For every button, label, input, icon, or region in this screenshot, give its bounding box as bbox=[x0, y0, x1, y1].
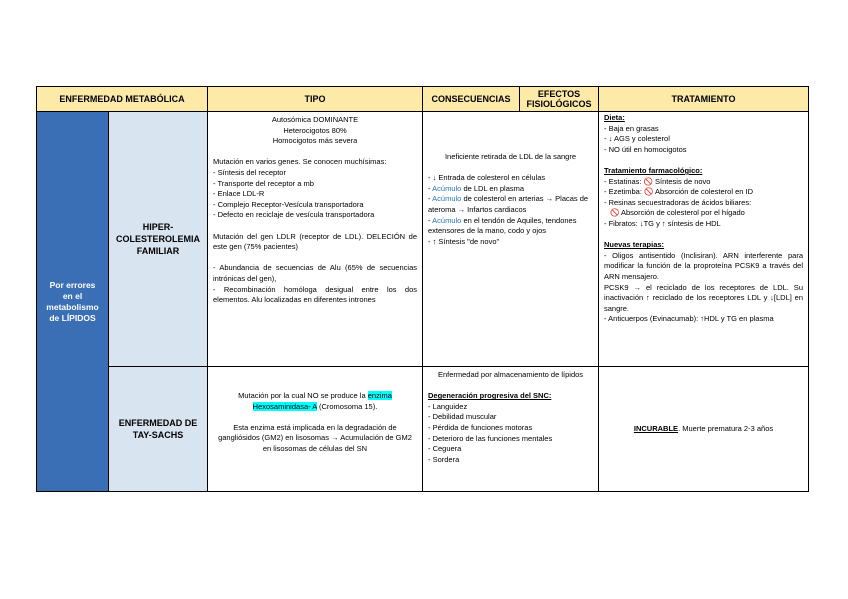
farma-item: 🚫 Absorción de colesterol por el hígado bbox=[610, 208, 745, 218]
tay-sintoma: - Sordera bbox=[428, 454, 460, 464]
category-line: de LÍPIDOS bbox=[49, 312, 96, 323]
consecuencia-item: - ↑ Síntesis "de novo" bbox=[428, 236, 500, 246]
disease-name-line: FAMILIAR bbox=[136, 246, 180, 256]
tipo-homocigotos: Homocigotos más severa bbox=[272, 136, 358, 146]
tipo-mutacion-item: - Enlace LDL-R bbox=[213, 189, 265, 199]
tay-sintoma: - Languidez bbox=[428, 401, 468, 411]
nuevas-title: Nuevas terapias: bbox=[604, 240, 665, 250]
farma-item: - Fibratos: ↓TG y ↑ síntesis de HDL bbox=[604, 218, 721, 228]
tay-sintoma: - Deterioro de las funciones mentales bbox=[428, 433, 553, 443]
disease-tay-sachs bbox=[109, 367, 208, 492]
tipo-mutacion-item: - Transporte del receptor a mb bbox=[213, 178, 314, 188]
consecuencia-item: - Acúmulo de LDL en plasma bbox=[428, 183, 525, 193]
farma-item: - Resinas secuestradoras de ácidos biliares: bbox=[604, 197, 752, 207]
tipo-alu-1: - Abundancia de secuencias de Alu (65% de secuencias intrónicas del gen), bbox=[213, 263, 417, 283]
disease-hipercolesterolemia bbox=[109, 112, 208, 367]
header-consecuencias: CONSECUENCIAS bbox=[423, 87, 520, 112]
nuevas-item: PCSK9 → el reciclado de los receptores de LDL. Su inactivación ↑ reciclado de los receptores LDL y ↓[LDL] en sangre. bbox=[604, 282, 803, 313]
tipo-heterocigotos: Heterocigotos 80% bbox=[283, 125, 347, 135]
consecuencia-item: - Acúmulo en el tendón de Aquiles, tendones extensores de la mano, codo y ojos bbox=[428, 215, 577, 236]
disease-name-line: COLESTEROLEMIA bbox=[115, 234, 200, 244]
tay-row bbox=[37, 367, 809, 492]
disease-name-line: HIPER- bbox=[142, 222, 174, 232]
header-efectos-line2: FISIOLÓGICOS bbox=[526, 99, 592, 109]
category-line: en el bbox=[62, 290, 83, 301]
tipo-mutacion-intro: Mutación en varios genes. Se conocen muchísimas: bbox=[213, 157, 387, 167]
tipo-herencia: Autosómica DOMINANTE bbox=[271, 115, 359, 124]
category-line: Por errores bbox=[49, 279, 96, 290]
tay-tipo-p1: Mutación por la cual NO se produce la enzima Hexosaminidasa- A (Cromosoma 15). bbox=[238, 391, 392, 411]
farma-item: - Estatinas: 🚫 Síntesis de novo bbox=[604, 176, 711, 186]
farma-item: - Ezetimba: 🚫 Absorción de colesterol en ID bbox=[604, 187, 753, 197]
category-lipidos bbox=[37, 112, 109, 492]
header-row bbox=[37, 87, 809, 112]
header-enfermedad: ENFERMEDAD METABÓLICA bbox=[37, 87, 208, 112]
dieta-item: - NO útil en homocigotos bbox=[604, 144, 687, 154]
tay-consecuencia-intro: Enfermedad por almacenamiento de lípidos bbox=[437, 370, 584, 379]
tay-degeneracion-title: Degeneración progresiva del SNC: bbox=[428, 391, 552, 401]
tay-tratamiento-cell bbox=[599, 367, 809, 492]
tay-sintoma: - Debilidad muscular bbox=[428, 412, 497, 422]
consecuencia-item: - Acúmulo de colesterol en arterias → Placas de ateroma → Infartos cardiacos bbox=[428, 194, 589, 214]
header-efectos bbox=[520, 87, 599, 112]
tipo-mutacion-item: - Defecto en reciclaje de vesícula transportadora bbox=[213, 210, 375, 220]
disease-name-line: TAY-SACHS bbox=[132, 430, 184, 440]
metabolic-disease-table bbox=[36, 86, 809, 492]
hiper-row bbox=[37, 112, 809, 367]
nuevas-item: - Anticuerpos (Evinacumab): ↑HDL y TG en plasma bbox=[604, 314, 774, 324]
tay-consecuencias-cell bbox=[423, 367, 599, 492]
tay-sintoma: - Pérdida de funciones motoras bbox=[428, 422, 533, 432]
dieta-item: - Baja en grasas bbox=[604, 123, 659, 133]
tay-sintoma: - Ceguera bbox=[428, 444, 462, 454]
consecuencia-intro: Ineficiente retirada de LDL de la sangre bbox=[444, 152, 577, 161]
farma-title: Tratamiento farmacológico: bbox=[604, 165, 703, 175]
header-tipo: TIPO bbox=[208, 87, 423, 112]
nuevas-item: - Oligos antisentido (Inclisiran). ARN interferente para modificar la función de la proproteína PCSK9 a través del ARN mensajero. bbox=[604, 250, 803, 281]
hiper-tipo-cell bbox=[208, 112, 423, 367]
hiper-tratamiento-cell bbox=[599, 112, 809, 367]
tay-tipo-cell bbox=[208, 367, 423, 492]
dieta-item: - ↓ AGS y colesterol bbox=[604, 134, 670, 144]
hiper-consecuencias-cell bbox=[423, 112, 599, 367]
tipo-mutacion-item: - Síntesis del receptor bbox=[213, 167, 286, 177]
tay-tratamiento-text: INCURABLE. Muerte prematura 2-3 años bbox=[633, 423, 774, 433]
consecuencia-item: - ↓ Entrada de colesterol en células bbox=[428, 173, 546, 183]
dieta-title: Dieta: bbox=[604, 113, 625, 122]
category-line: metabolismo bbox=[46, 301, 99, 312]
tipo-mutacion-item: - Complejo Receptor-Vesícula transportadora bbox=[213, 199, 364, 209]
header-efectos-line1: EFECTOS bbox=[537, 89, 581, 99]
tipo-alu-2: - Recombinación homóloga desigual entre los dos elementos. Alu localizadas en diferentes intrones bbox=[213, 284, 417, 305]
tipo-ldlr: Mutación del gen LDLR (receptor de LDL). DELECIÓN de este gen (75% pacientes) bbox=[213, 231, 417, 252]
disease-name-line: ENFERMEDAD DE bbox=[118, 418, 198, 428]
tay-tipo-p2: Esta enzima está implicada en la degradación de gangliósidos (GM2) en lisosomas → Acumulación de GM2 en lisosomas de células del SN bbox=[218, 422, 412, 453]
header-tratamiento: TRATAMIENTO bbox=[599, 87, 809, 112]
